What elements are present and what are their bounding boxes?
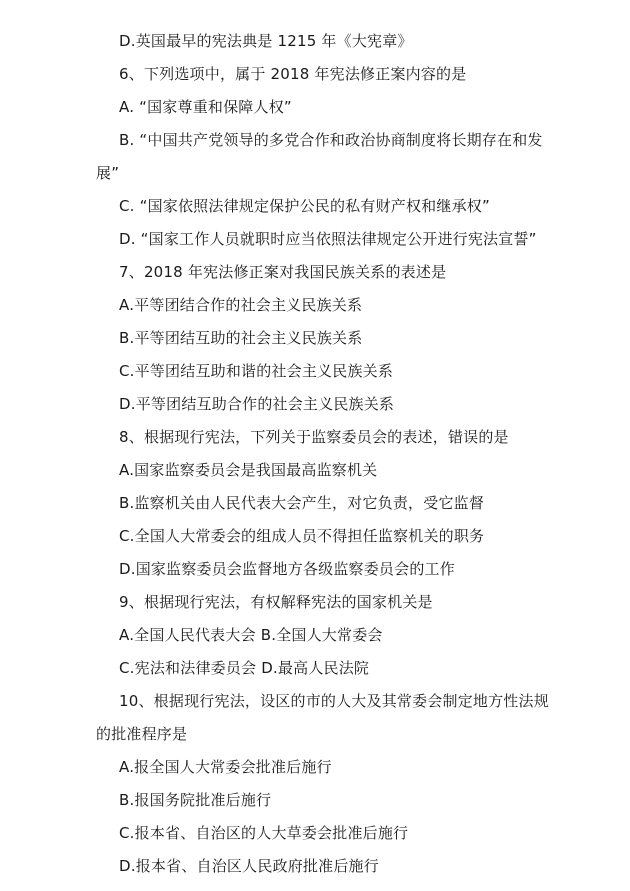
question-6: 6、下列选项中，属于 2018 年宪法修正案内容的是 xyxy=(119,65,467,83)
option-8a: A.国家监察委员会是我国最高监察机关 xyxy=(119,461,378,479)
option-6d: D. “国家工作人员就职时应当依照法律规定公开进行宪法宣誓” xyxy=(119,230,537,248)
option-5d: D.英国最早的宪法典是 1215 年《大宪章》 xyxy=(119,32,413,50)
option-8d: D.国家监察委员会监督地方各级监察委员会的工作 xyxy=(119,560,455,578)
option-7c: C.平等团结互助和谐的社会主义民族关系 xyxy=(119,362,394,380)
option-6a: A. “国家尊重和保障人权” xyxy=(119,98,292,116)
option-8b: B.监察机关由人民代表大会产生，对它负责，受它监督 xyxy=(119,494,485,512)
option-6b-continuation: 展” xyxy=(96,164,120,182)
options-9ab: A.全国人民代表大会 B.全国人大常委会 xyxy=(119,626,383,644)
option-10b: B.报国务院批准后施行 xyxy=(119,791,272,809)
option-10c: C.报本省、自治区的人大草委会批准后施行 xyxy=(119,824,409,842)
option-7d: D.平等团结互助合作的社会主义民族关系 xyxy=(119,395,395,413)
question-8: 8、根据现行宪法，下列关于监察委员会的表述，错误的是 xyxy=(119,428,509,446)
option-8c: C.全国人大常委会的组成人员不得担任监察机关的职务 xyxy=(119,527,485,545)
option-10a: A.报全国人大常委会批准后施行 xyxy=(119,758,332,776)
question-9: 9、根据现行宪法，有权解释宪法的国家机关是 xyxy=(119,593,433,611)
question-10-continuation: 的批准程序是 xyxy=(96,725,188,743)
option-7b: B.平等团结互助的社会主义民族关系 xyxy=(119,329,363,347)
question-10: 10、根据现行宪法，设区的市的人大及其常委会制定地方性法规 xyxy=(119,692,549,710)
option-10d: D.报本省、自治区人民政府批准后施行 xyxy=(119,857,379,875)
option-7a: A.平等团结合作的社会主义民族关系 xyxy=(119,296,363,314)
options-9cd: C.宪法和法律委员会 D.最高人民法院 xyxy=(119,659,370,677)
option-6c: C. “国家依照法律规定保护公民的私有财产权和继承权” xyxy=(119,197,490,215)
option-6b: B. “中国共产党领导的多党合作和政治协商制度将长期存在和发 xyxy=(119,131,543,149)
question-7: 7、2018 年宪法修正案对我国民族关系的表述是 xyxy=(119,263,447,281)
